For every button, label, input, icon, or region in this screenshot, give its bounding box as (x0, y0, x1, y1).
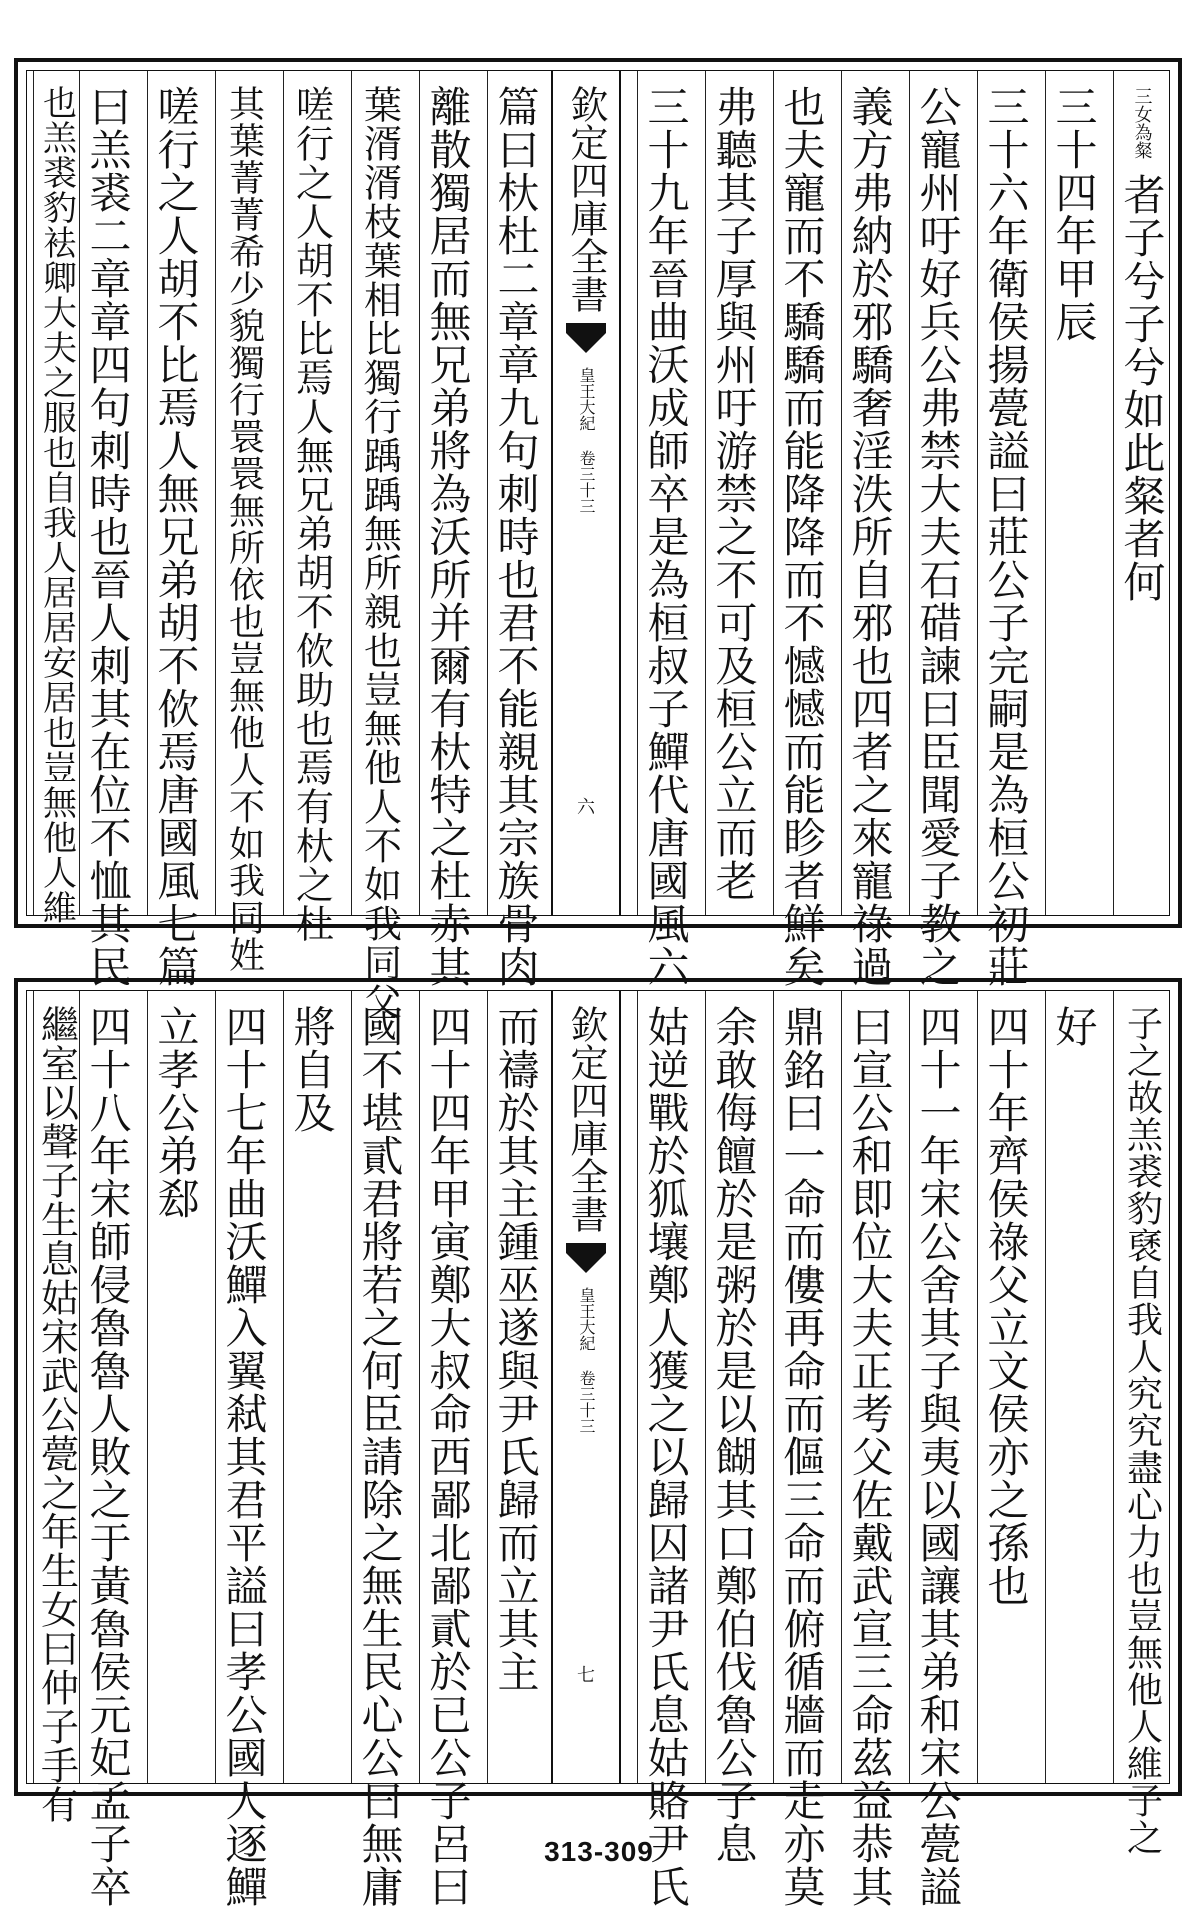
text-column-1 (1113, 991, 1169, 1856)
column-text: 四十年齊侯祿父立文侯亦之孫也 (981, 1005, 1031, 1607)
text-column-9 (487, 71, 543, 988)
column-text: 曰宣公和即位大夫正考父佐戴武宣三命茲益恭其 (845, 1005, 895, 1908)
text-column-13 (215, 991, 271, 1908)
text-column-5 (841, 991, 897, 1908)
text-column-6 (773, 991, 829, 1908)
page-number: 六 (577, 797, 595, 818)
column-text: 嗟行之人胡不比焉人無兄弟胡不佽助也焉有杕之杜 (289, 85, 334, 943)
upper-page-body (26, 70, 1170, 1021)
column-text: 而禱於其主鍾巫遂與尹氏歸而立其主 (491, 1005, 541, 1693)
text-column-12 (283, 71, 339, 943)
center-fold-top (551, 71, 621, 915)
page-code: 313-309 (544, 1836, 654, 1867)
text-column-13 (215, 71, 271, 973)
center-fold-bottom (551, 991, 621, 1783)
text-column-5 (841, 71, 897, 988)
column-text: 好 (1049, 1005, 1099, 1048)
column-text: 三十四年甲辰 (1049, 85, 1099, 343)
column-text: 姑逆戰於狐壤鄭人獲之以歸囚諸尹氏息姑賂尹氏 (641, 1005, 691, 1908)
text-column-4 (909, 991, 965, 1908)
column-text: 立孝公弟郄 (151, 1005, 201, 1220)
annotation: 三女為粲 (1131, 87, 1153, 159)
text-column-1 (1113, 71, 1169, 915)
text-column-3 (977, 71, 1033, 988)
text-column-14 (147, 991, 203, 1783)
column-text: 子之故羔裘豹褎自我人究究盡心力也豈無他人維子之 (1121, 1005, 1163, 1856)
text-column-2 (1045, 71, 1101, 915)
column-text: 繼室以聲子生息姑宋武公甍之年生女曰仲子手有 (34, 1005, 79, 1824)
column-text: 四十四年甲寅鄭大叔命西鄙北鄙貳於已公子呂曰 (423, 1005, 473, 1908)
page-number: 七 (577, 1665, 595, 1686)
column-text: 嗟行之人胡不比焉人無兄弟胡不佽焉唐國風七篇 (151, 85, 201, 988)
text-column-7 (705, 71, 761, 915)
text-column-7 (705, 991, 761, 1865)
fishtail-mark-icon (566, 1243, 606, 1279)
column-text: 四十一年宋公舍其子與夷以國讓其弟和宋公甍謚 (913, 1005, 963, 1908)
column-text: 公寵州吁好兵公弗禁大夫石碏諫曰臣聞愛子教之 (913, 85, 963, 988)
book-title: 欽定四庫全書 (564, 85, 608, 313)
fishtail-mark-icon (566, 323, 606, 359)
column-text: 鼎銘曰一命而僂再命而傴三命而俯循牆而走亦莫 (777, 1005, 827, 1908)
column-text: 義方弗納於邪驕奢淫泆所自邪也四者之來寵祿過 (845, 85, 895, 988)
column-text: 國不堪貳君將若之何臣請除之無生民心公曰無庸 (355, 1005, 405, 1908)
column-text: 者子兮子兮如此粲者何 (1117, 173, 1167, 603)
text-column-10 (419, 71, 475, 988)
text-column-8 (637, 991, 693, 1908)
book-title: 欽定四庫全書 (564, 1005, 608, 1233)
volume-label: 皇王大紀 卷三十三 (577, 367, 596, 514)
column-text: 葉湑湑枝葉相比獨行踽踽無所親也豈無他人不如我同父 (357, 85, 402, 1021)
text-column-16 (33, 71, 79, 925)
text-column-4 (909, 71, 965, 988)
column-text: 也羔裘豹袪卿大夫之服也自我人居居安居也豈無他人維 (36, 85, 77, 925)
column-text: 四十七年曲沃鱓入翼弒其君平謚曰孝公國人逐鱓 (219, 1005, 269, 1908)
column-text: 離散獨居而無兄弟將為沃所并爾有杕特之杜赤其 (423, 85, 473, 988)
text-column-11 (351, 71, 407, 1021)
text-column-11 (351, 991, 407, 1908)
text-column-2 (1045, 991, 1101, 1783)
text-column-10 (419, 991, 475, 1908)
column-text: 三十九年晉曲沃成師卒是為桓叔子鱓代唐國風六 (641, 85, 691, 988)
column-text: 曰羔裘二章章四句刺時也晉人刺其在位不恤其民 (83, 85, 133, 988)
text-column-9 (487, 991, 543, 1783)
volume-label: 皇王大紀 卷三十三 (577, 1287, 596, 1434)
text-column-12 (283, 991, 339, 1783)
column-text: 弗聽其子厚與州吁游禁之不可及桓公立而老 (709, 85, 759, 902)
column-text: 篇曰杕杜二章章九句刺時也君不能親其宗族骨肉 (491, 85, 541, 988)
column-text: 余敢侮饘於是粥於是以餬其口鄭伯伐魯公子息 (709, 1005, 759, 1865)
column-text: 其葉菁菁希少貌獨行睘睘無所依也豈無他人不如我同姓 (223, 85, 265, 973)
text-column-3 (977, 991, 1033, 1783)
column-text: 也夫寵而不驕驕而能降降而不憾憾而能眕者鮮矣 (777, 85, 827, 988)
text-column-15 (79, 991, 135, 1908)
text-column-15 (79, 71, 135, 988)
text-column-16 (33, 991, 79, 1824)
text-column-6 (773, 71, 829, 988)
text-column-8 (637, 71, 693, 988)
column-text: 將自及 (287, 1005, 337, 1134)
column-text: 四十八年宋師侵魯魯人敗之于黃魯侯元妃孟子卒 (83, 1005, 133, 1908)
text-column-14 (147, 71, 203, 988)
upper-page-frame (14, 58, 1182, 1021)
column-text: 三十六年衛侯揚甍謚曰莊公子完嗣是為桓公初莊 (981, 85, 1031, 988)
